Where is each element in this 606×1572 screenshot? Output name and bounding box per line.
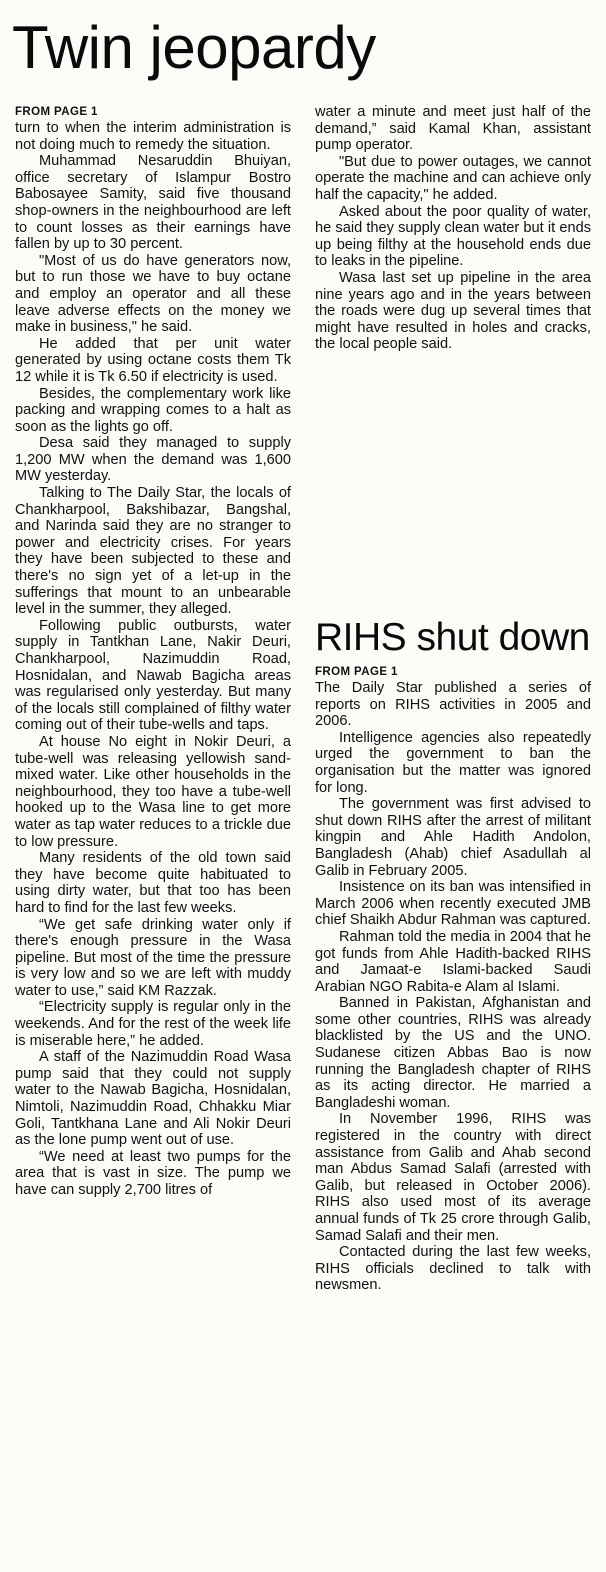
paragraph: turn to when the interim administration is not doing much to remedy the situation.	[15, 120, 291, 153]
paragraph: Wasa last set up pipeline in the area nine years ago and in the years between the roads were dug up several times that might have resulted in holes and cracks, the local people said.	[315, 269, 591, 353]
from-page-kicker: FROM PAGE 1	[15, 106, 98, 118]
article-headline-twin-jeopardy: Twin jeopardy	[12, 14, 376, 81]
paragraph: Desa said they managed to supply 1,200 MW when the demand was 1,600 MW yesterday.	[15, 435, 291, 485]
article-column-rihs	[315, 664, 591, 1294]
paragraph: Talking to The Daily Star, the locals of Chankharpool, Bakshibazar, Bangshal, and Narinda said they are no stranger to power and electricity crises. For years they have been subjected to these and there's no sign yet of a let-up in the sufferings that mount to an unbearable level in the summer, they alleged.	[15, 485, 291, 618]
article-column-2	[315, 104, 591, 353]
paragraph: “Electricity supply is regular only in the weekends. And for the rest of the week life is miserable here,” he added.	[15, 999, 291, 1049]
paragraph: Following public outbursts, water supply in Tantkhan Lane, Nakir Deuri, Chankharpool, Nazimuddin Road, Hosnidalan, and Nawab Bagicha areas was regularised only yesterday. But many of the locals still complained of filthy water coming out of their tube-wells and taps.	[15, 617, 291, 734]
paragraph: Besides, the complementary work like packing and wrapping comes to a halt as soon as the lights go off.	[15, 385, 291, 435]
paragraph: The government was first advised to shut down RIHS after the arrest of militant kingpin and Ahle Hadith Andolon, Bangladesh (Ahab) chief Asadullah al Galib in February 2005.	[315, 796, 591, 879]
paragraph: “We get safe drinking water only if there's enough pressure in the Wasa pipeline. But most of the time the pressure is very low and so we are left with muddy water to use,” said KM Razzak.	[15, 916, 291, 999]
paragraph: Contacted during the last few weeks, RIHS officials declined to talk with newsmen.	[315, 1244, 591, 1294]
paragraph: "But due to power outages, we cannot operate the machine and can achieve only half the capacity," he added.	[315, 153, 591, 203]
paragraph: He added that per unit water generated by using octane costs them Tk 12 while it is Tk 6.50 if electricity is used.	[15, 335, 291, 385]
paragraph: Asked about the poor quality of water, he said they supply clean water but it ends up being filthy at the household ends due to leaks in the pipeline.	[315, 203, 591, 270]
paragraph: Rahman told the media in 2004 that he got funds from Ahle Hadith-backed RIHS and Jamaat-e Islami-backed Saudi Arabian NGO Rabita-e Alam al Islami.	[315, 928, 591, 995]
paragraph: Insistence on its ban was intensified in March 2006 when recently executed JMB chief Shaikh Abdur Rahman was captured.	[315, 879, 591, 929]
paragraph: Muhammad Nesaruddin Bhuiyan, office secretary of Islampur Bostro Babosayee Samity, said five thousand shop-owners in the neighbourhood are left to count losses as their earnings have fallen by up to 30 percent.	[15, 153, 291, 253]
article-headline-rihs-shut-down: RIHS shut down	[315, 616, 590, 659]
article-column-1	[15, 104, 291, 1199]
paragraph: Many residents of the old town said they have become quite habituated to using dirty water, but that too has been hard to find for the last few weeks.	[15, 850, 291, 916]
from-page-kicker: FROM PAGE 1	[315, 666, 398, 678]
paragraph: The Daily Star published a series of reports on RIHS activities in 2005 and 2006.	[315, 680, 591, 730]
paragraph: Intelligence agencies also repeatedly urged the government to ban the organisation but the matter was ignored for long.	[315, 729, 591, 796]
paragraph: Banned in Pakistan, Afghanistan and some other countries, RIHS was already blacklisted by the US and the UNO. Sudanese citizen Abbas Bao is now running the Bangladesh chapter of RIHS as its acting director. He married a Bangladeshi woman.	[315, 995, 591, 1111]
paragraph: In November 1996, RIHS was registered in the country with direct assistance from Galib and Ahab second man Abdus Samad Salafi (arrested with Galib, but released in October 2006). RIHS also used most of its average annual funds of Tk 25 crore through Galib, Samad Salafi and their men.	[315, 1111, 591, 1244]
paragraph: “We need at least two pumps for the area that is vast in size. The pump we have can supply 2,700 litres of	[15, 1148, 291, 1198]
paragraph: At house No eight in Nokir Deuri, a tube-well was releasing yellowish sand-mixed water. Like other households in the neighbourhood, they too have a tube-well hooked up to the Wasa line to get more water as tap water reduces to a trickle due to low pressure.	[15, 733, 291, 850]
paragraph: A staff of the Nazimuddin Road Wasa pump said that they could not supply water to the Nawab Bagicha, Hosnidalan, Nimtoli, Nazimuddin Road, Chhakku Miar Goli, Tantkhana Lane and Ali Nokir Deuri as the lone pump went out of use.	[15, 1049, 291, 1149]
paragraph: "Most of us do have generators now, but to run those we have to buy octane and employ an operator and all these leave adverse effects on the money we make in business," he said.	[15, 252, 291, 336]
paragraph: water a minute and meet just half of the demand,” said Kamal Khan, assistant pump operator.	[315, 104, 591, 154]
